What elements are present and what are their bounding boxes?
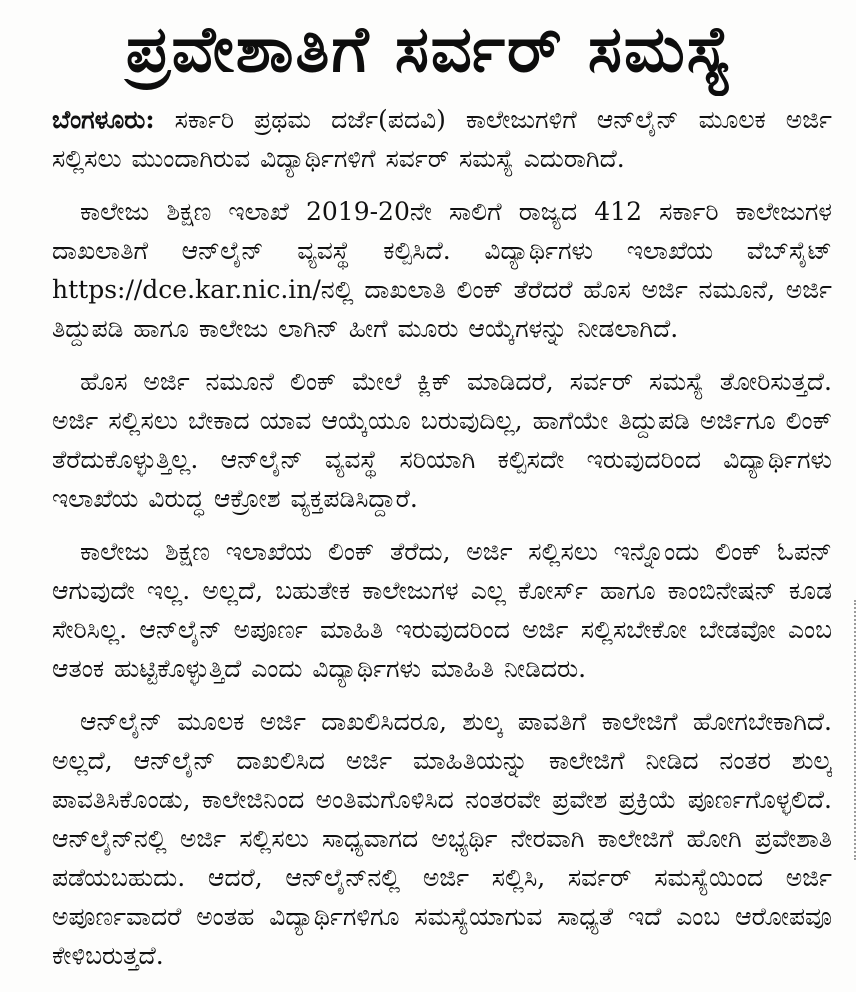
paragraph-text: ಸರ್ಕಾರಿ ಪ್ರಥಮ ದರ್ಜೆ(ಪದವಿ) ಕಾಲೇಜುಗಳಿಗೆ ಆನ್‌ಲೈನ್ ಮೂಲಕ ಅರ್ಜಿ ಸಲ್ಲಿಸಲು ಮುಂದಾಗಿರುವ ವಿದ್ಯಾರ್ಥಿಗಳಿಗೆ ಸರ್ವರ್ ಸಮಸ್ಯೆ ಎದುರಾಗಿದೆ. xyxy=(52,105,832,173)
article-paragraph-5: ಆನ್‌ಲೈನ್ ಮೂಲಕ ಅರ್ಜಿ ದಾಖಲಿಸಿದರೂ, ಶುಲ್ಕ ಪಾವತಿಗೆ ಕಾಲೇಜಿಗೆ ಹೋಗಬೇಕಾಗಿದೆ. ಅಲ್ಲದೆ, ಆನ್‌ಲೈನ್ ದಾಖಲಿಸಿದ ಅರ್ಜಿ ಮಾಹಿತಿಯನ್ನು ಕಾಲೇಜಿಗೆ ನೀಡಿದ ನಂತರ ಶುಲ್ಕ ಪಾವತಿಸಿಕೊಂಡು, ಕಾಲೇಜಿನಿಂದ ಅಂತಿಮಗೊಳಿಸಿದ ನಂತರವೇ ಪ್ರವೇಶ ಪ್ರಕ್ರಿಯೆ ಪೂರ್ಣಗೊಳ್ಳಲಿದೆ. ಆನ್‌ಲೈನ್‌ನಲ್ಲಿ ಅರ್ಜಿ ಸಲ್ಲಿಸಲು ಸಾಧ್ಯವಾಗದ ಅಭ್ಯರ್ಥಿ ನೇರವಾಗಿ ಕಾಲೇಜಿಗೆ ಹೋಗಿ ಪ್ರವೇಶಾತಿ ಪಡೆಯಬಹುದು. ಆದರೆ, ಆನ್‌ಲೈನ್‌ನಲ್ಲಿ ಅರ್ಜಿ ಸಲ್ಲಿಸಿ, ಸರ್ವರ್ ಸಮಸ್ಯೆಯಿಂದ ಅರ್ಜಿ ಅಪೂರ್ಣವಾದರೆ ಅಂತಹ ವಿದ್ಯಾರ್ಥಿಗಳಿಗೂ ಸಮಸ್ಯೆಯಾಗುವ ಸಾಧ್ಯತೆ ಇದೆ ಎಂಬ ಆರೋಪವೂ ಕೇಳಿಬರುತ್ತದೆ. xyxy=(52,707,832,970)
dateline: ಬೆಂಗಳೂರು: xyxy=(52,105,155,134)
article-paragraph-2: ಕಾಲೇಜು ಶಿಕ್ಷಣ ಇಲಾಖೆ 2019-20ನೇ ಸಾಲಿಗೆ ರಾಜ್ಯದ 412 ಸರ್ಕಾರಿ ಕಾಲೇಜುಗಳ ದಾಖಲಾತಿಗೆ ಆನ್‌ಲೈನ್ ವ್ಯವಸ್ಥೆ ಕಲ್ಪಿಸಿದೆ. ವಿದ್ಯಾರ್ಥಿಗಳು ಇಲಾಖೆಯ ವೆಬ್‌ಸೈಟ್ https://dce.kar.nic.in/ನಲ್ಲಿ ದಾಖಲಾತಿ ಲಿಂಕ್ ತೆರೆದರೆ ಹೊಸ ಅರ್ಜಿ ನಮೂನೆ, ಅರ್ಜಿ ತಿದ್ದುಪಡಿ ಹಾಗೂ ಕಾಲೇಜು ಲಾಗಿನ್ ಹೀಗೆ ಮೂರು ಆಯ್ಕೆಗಳನ್ನು ನೀಡಲಾಗಿದೆ. xyxy=(52,197,832,343)
article-body xyxy=(52,100,832,980)
article-paragraph-4: ಕಾಲೇಜು ಶಿಕ್ಷಣ ಇಲಾಖೆಯ ಲಿಂಕ್ ತೆರೆದು, ಅರ್ಜಿ ಸಲ್ಲಿಸಲು ಇನ್ನೊಂದು ಲಿಂಕ್ ಓಪನ್ ಆಗುವುದೇ ಇಲ್ಲ. ಅಲ್ಲದೆ, ಬಹುತೇಕ ಕಾಲೇಜುಗಳ ಎಲ್ಲ ಕೋರ್ಸ್ ಹಾಗೂ ಕಾಂಬಿನೇಷನ್ ಕೂಡ ಸೇರಿಸಿಲ್ಲ. ಆನ್‌ಲೈನ್ ಅಪೂರ್ಣ ಮಾಹಿತಿ ಇರುವುದರಿಂದ ಅರ್ಜಿ ಸಲ್ಲಿಸಬೇಕೋ ಬೇಡವೋ ಎಂಬ ಆತಂಕ ಹುಟ್ಟಿಕೊಳ್ಳುತ್ತಿದೆ ಎಂದು ವಿದ್ಯಾರ್ಥಿಗಳು ಮಾಹಿತಿ ನೀಡಿದರು. xyxy=(52,537,832,683)
article-paragraph-1 xyxy=(52,100,832,178)
clipping-edge-mark xyxy=(851,600,856,860)
article-paragraph-3: ಹೊಸ ಅರ್ಜಿ ನಮೂನೆ ಲಿಂಕ್ ಮೇಲೆ ಕ್ಲಿಕ್ ಮಾಡಿದರೆ, ಸರ್ವರ್ ಸಮಸ್ಯೆ ತೋರಿಸುತ್ತದೆ. ಅರ್ಜಿ ಸಲ್ಲಿಸಲು ಬೇಕಾದ ಯಾವ ಆಯ್ಕೆಯೂ ಬರುವುದಿಲ್ಲ, ಹಾಗೆಯೇ ತಿದ್ದುಪಡಿ ಅರ್ಜಿಗೂ ಲಿಂಕ್ ತೆರೆದುಕೊಳ್ಳುತ್ತಿಲ್ಲ. ಆನ್‌ಲೈನ್ ವ್ಯವಸ್ಥೆ ಸರಿಯಾಗಿ ಕಲ್ಪಿಸದೇ ಇರುವುದರಿಂದ ವಿದ್ಯಾರ್ಥಿಗಳು ಇಲಾಖೆಯ ವಿರುದ್ಧ ಆಕ್ರೋಶ ವ್ಯಕ್ತಪಡಿಸಿದ್ದಾರೆ. xyxy=(52,367,832,513)
headline: ಪ್ರವೇಶಾತಿಗೆ ಸರ್ವರ್ ಸಮಸ್ಯೆ xyxy=(125,13,735,87)
